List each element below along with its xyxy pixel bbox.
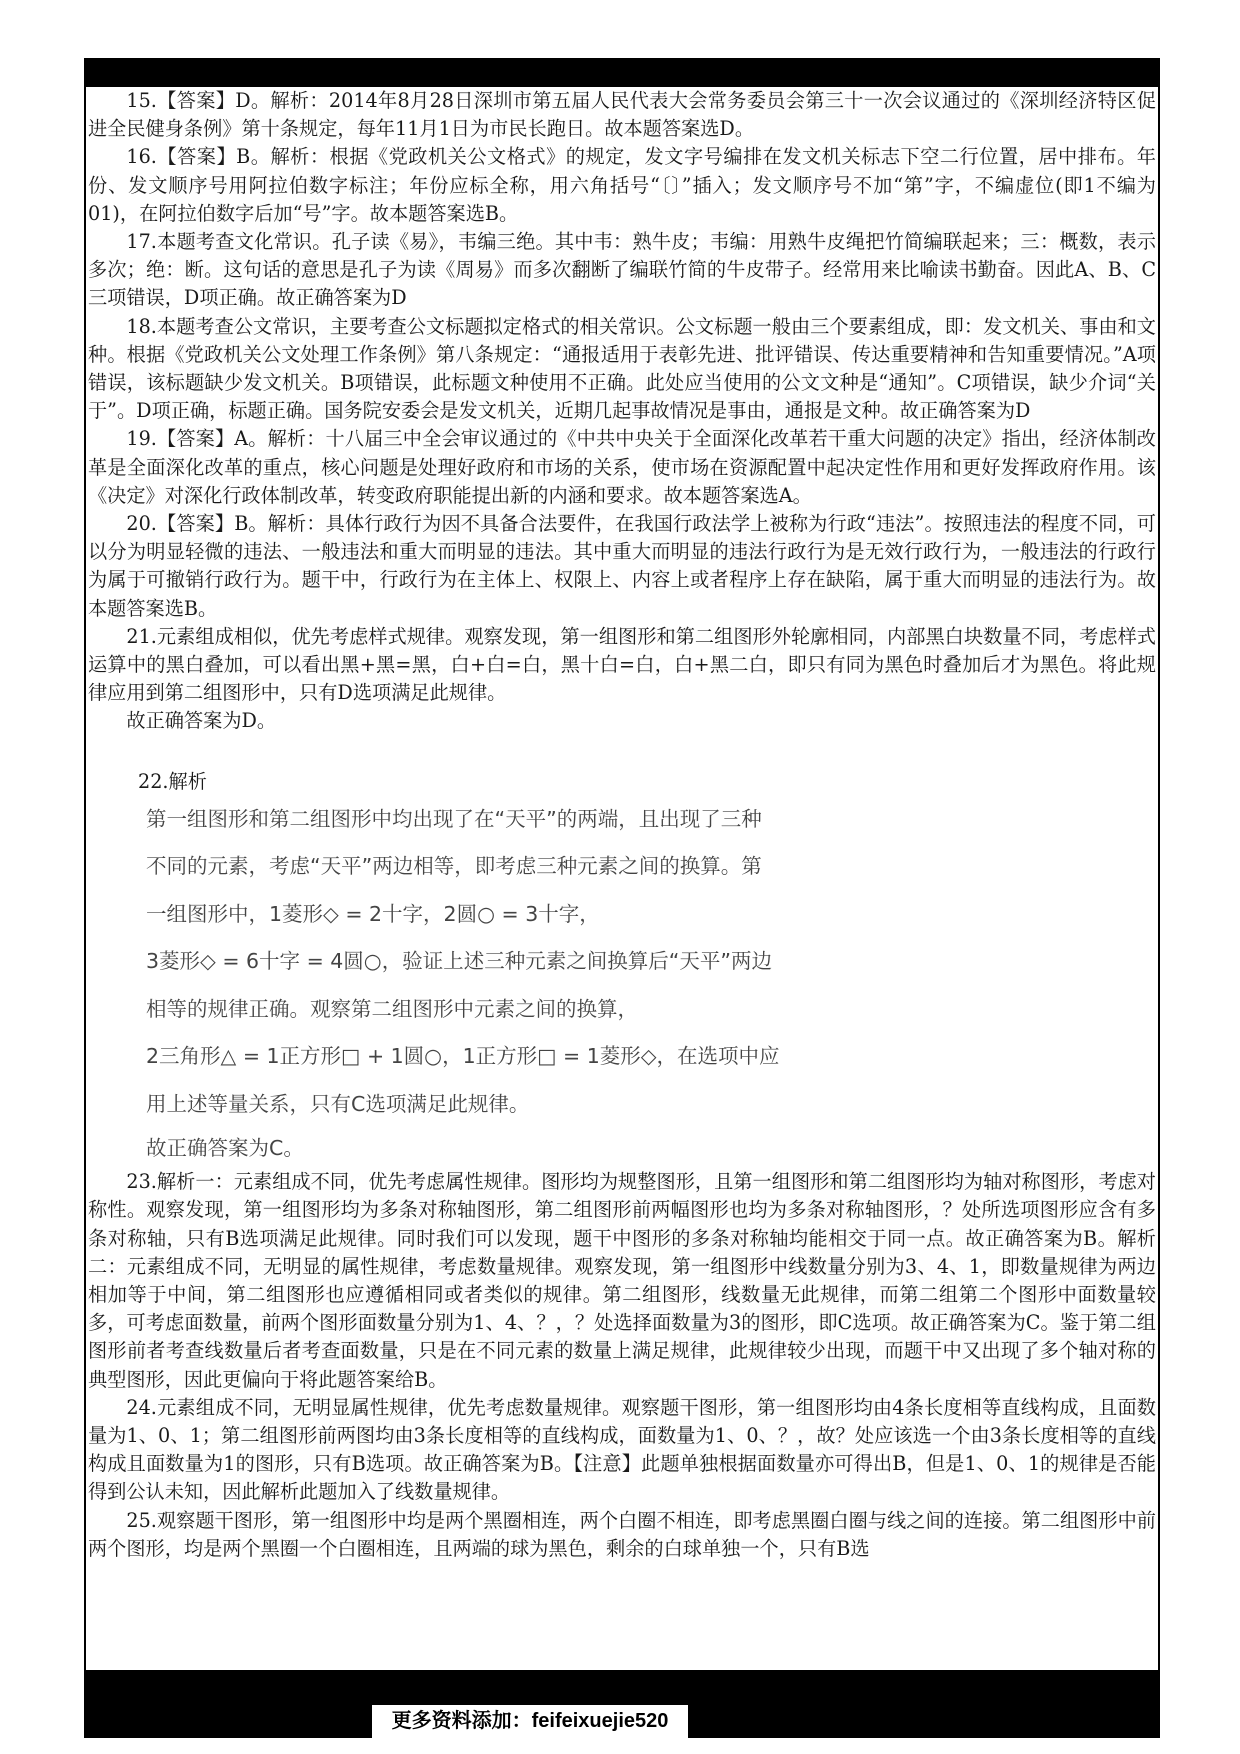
answer-19: 19.【答案】A。解析：十八届三中全会审议通过的《中共中央关于全面深化改革若干重大问题的决定》指出，经济体制改革是全面深化改革的重点，核心问题是处理好政府和市场的关系，使市场在资源配置中起决定性作用和更好发挥政府作用。该《决定》对深化行政体制改革，转变政府职能提出新的内涵和要求。故本题答案选A。 — [88, 427, 1156, 507]
answer-22-line: 一组图形中，1菱形◇ = 2十字，2圆○ = 3十字， — [146, 901, 600, 926]
answer-22-title: 22.解析 — [138, 769, 207, 793]
answer-22-line: 第一组图形和第二组图形中均出现了在“天平”的两端，且出现了三种 — [146, 806, 762, 831]
answer-22-line: 相等的规律正确。观察第二组图形中元素之间的换算， — [146, 996, 638, 1021]
answer-18: 18.本题考查公文常识，主要考查公文标题拟定格式的相关常识。公文标题一般由三个要素组成，即：发文机关、事由和文种。根据《党政机关公文处理工作条例》第八条规定：“通报适用于表彰先进、批评错误、传达重要精神和告知重要情况。”A项错误，该标题缺少发文机关。B项错误，此标题文种使用不正确。此处应当使用的公文文种是“通知”。C项错误，缺少介词“关于”。D项正确，标题正确。国务院安委会是发文机关，近期几起事故情况是事由，通报是文种。故正确答案为D — [88, 314, 1156, 423]
document-body — [88, 87, 1156, 1563]
answer-15: 15.【答案】D。解析：2014年8月28日深圳市第五届人民代表大会常务委员会第三十一次会议通过的《深圳经济特区促进全民健身条例》第十条规定，每年11月1日为市民长跑日。故本题答案选D。 — [88, 89, 1156, 141]
spacer — [88, 736, 1156, 764]
footer-contact-label: 更多资料添加：feifeixuejie520 — [372, 1705, 688, 1738]
answer-21: 21.元素组成相似，优先考虑样式规律。观察发现，第一组图形和第二组图形外轮廓相同，内部黑白块数量不同，考虑样式运算中的黑白叠加，可以看出黑+黑=黑，白+白=白，黑十白=白，白+黑二白，即只有同为黑色时叠加后才为黑色。将此规律应用到第二组图形中，只有D选项满足此规律。 — [88, 624, 1156, 705]
answer-22-line: 3菱形◇ = 6十字 = 4圆○，验证上述三种元素之间换算后“天平”两边 — [146, 949, 772, 974]
answer-20: 20.【答案】B。解析：具体行政行为因不具备合法要件，在我国行政法学上被称为行政“违法”。按照违法的程度不同，可以分为明显轻微的违法、一般违法和重大而明显的违法。其中重大而明显的违法行政行为是无效行政行为，一般违法的行政行为属于可撤销行政行为。题干中，行政行为在主体上、权限上、内容上或者程序上存在缺陷，属于重大而明显的违法行为。故本题答案选B。 — [88, 512, 1156, 620]
answer-23: 23.解析一：元素组成不同，优先考虑属性规律。图形均为规整图形，且第一组图形和第二组图形均为轴对称图形，考虑对称性。观察发现，第一组图形均为多条对称轴图形，第二组图形前两幅图形也均为多条对称轴图形，？处所选项图形应含有多条对称轴，只有B选项满足此规律。同时我们可以发现，题干中图形的多条对称轴均能相交于同一点。故正确答案为B。解析二：元素组成不同，无明显的属性规律，考虑数量规律。观察发现，第一组图形中线数量分别为3、4、1，即数量规律为两边相加等于中间，第二组图形也应遵循相同或者类似的规律。第二组图形，线数量无此规律，而第二组第二个图形中面数量较多，可考虑面数量，前两个图形面数量分别为1、4、？，？处选择面数量为3的图形，即C选项。故正确答案为C。鉴于第二组图形前者考查线数量后者考查面数量，只是在不同元素的数量上满足规律，此规律较少出现，而题干中又出现了多个轴对称的典型图形，因此更偏向于将此题答案给B。 — [88, 1170, 1156, 1391]
answer-24: 24.元素组成不同，无明显属性规律，优先考虑数量规律。观察题干图形，第一组图形均由4条长度相等直线构成，且面数量为1、0、1；第二组图形前两图均由3条长度相等的直线构成，面数量为1、0、？，故？处应该选一个由3条长度相等的直线构成且面数量为1的图形，只有B选项。故正确答案为B。【注意】此题单独根据面数量亦可得出B，但是1、0、1的规律是否能得到公认未知，因此解析此题加入了线数量规律。 — [88, 1395, 1156, 1504]
answer-22-line: 2三角形△ = 1正方形□ + 1圆○，1正方形□ = 1菱形◇，在选项中应 — [146, 1044, 780, 1069]
answer-22-conclusion: 故正确答案为C。 — [146, 1136, 304, 1161]
answer-22-image — [88, 768, 1156, 1169]
answer-16: 16.【答案】B。解析：根据《党政机关公文格式》的规定，发文字号编排在发文机关标志下空二行位置，居中排布。年份、发文顺序号用阿拉伯数字标注；年份应标全称，用六角括号“〔〕”插入；发文顺序号不加“第”字，不编虚位(即1不编为01)，在阿拉伯数字后加“号”字。故本题答案选B。 — [88, 145, 1156, 225]
answer-21-conclusion: 故正确答案为D。 — [126, 709, 277, 733]
answer-17: 17.本题考查文化常识。孔子读《易》，韦编三绝。其中韦：熟牛皮；韦编：用熟牛皮绳把竹简编联起来；三：概数，表示多次；绝：断。这句话的意思是孔子为读《周易》而多次翻断了编联竹简的牛皮带子。经常用来比喻读书勤奋。因此A、B、C三项错误，D项正确。故正确答案为D — [88, 230, 1156, 310]
answer-22-line: 用上述等量关系，只有C选项满足此规律。 — [146, 1091, 530, 1116]
answer-25: 25.观察题干图形，第一组图形中均是两个黑圈相连，两个白圈不相连，即考虑黑圈白圈与线之间的连接。第二组图形中前两个图形，均是两个黑圈一个白圈相连，且两端的球为黑色，剩余的白球单独一个，只有B选 — [88, 1508, 1156, 1560]
answer-22-line: 不同的元素，考虑“天平”两边相等，即考虑三种元素之间的换算。第 — [146, 854, 762, 879]
